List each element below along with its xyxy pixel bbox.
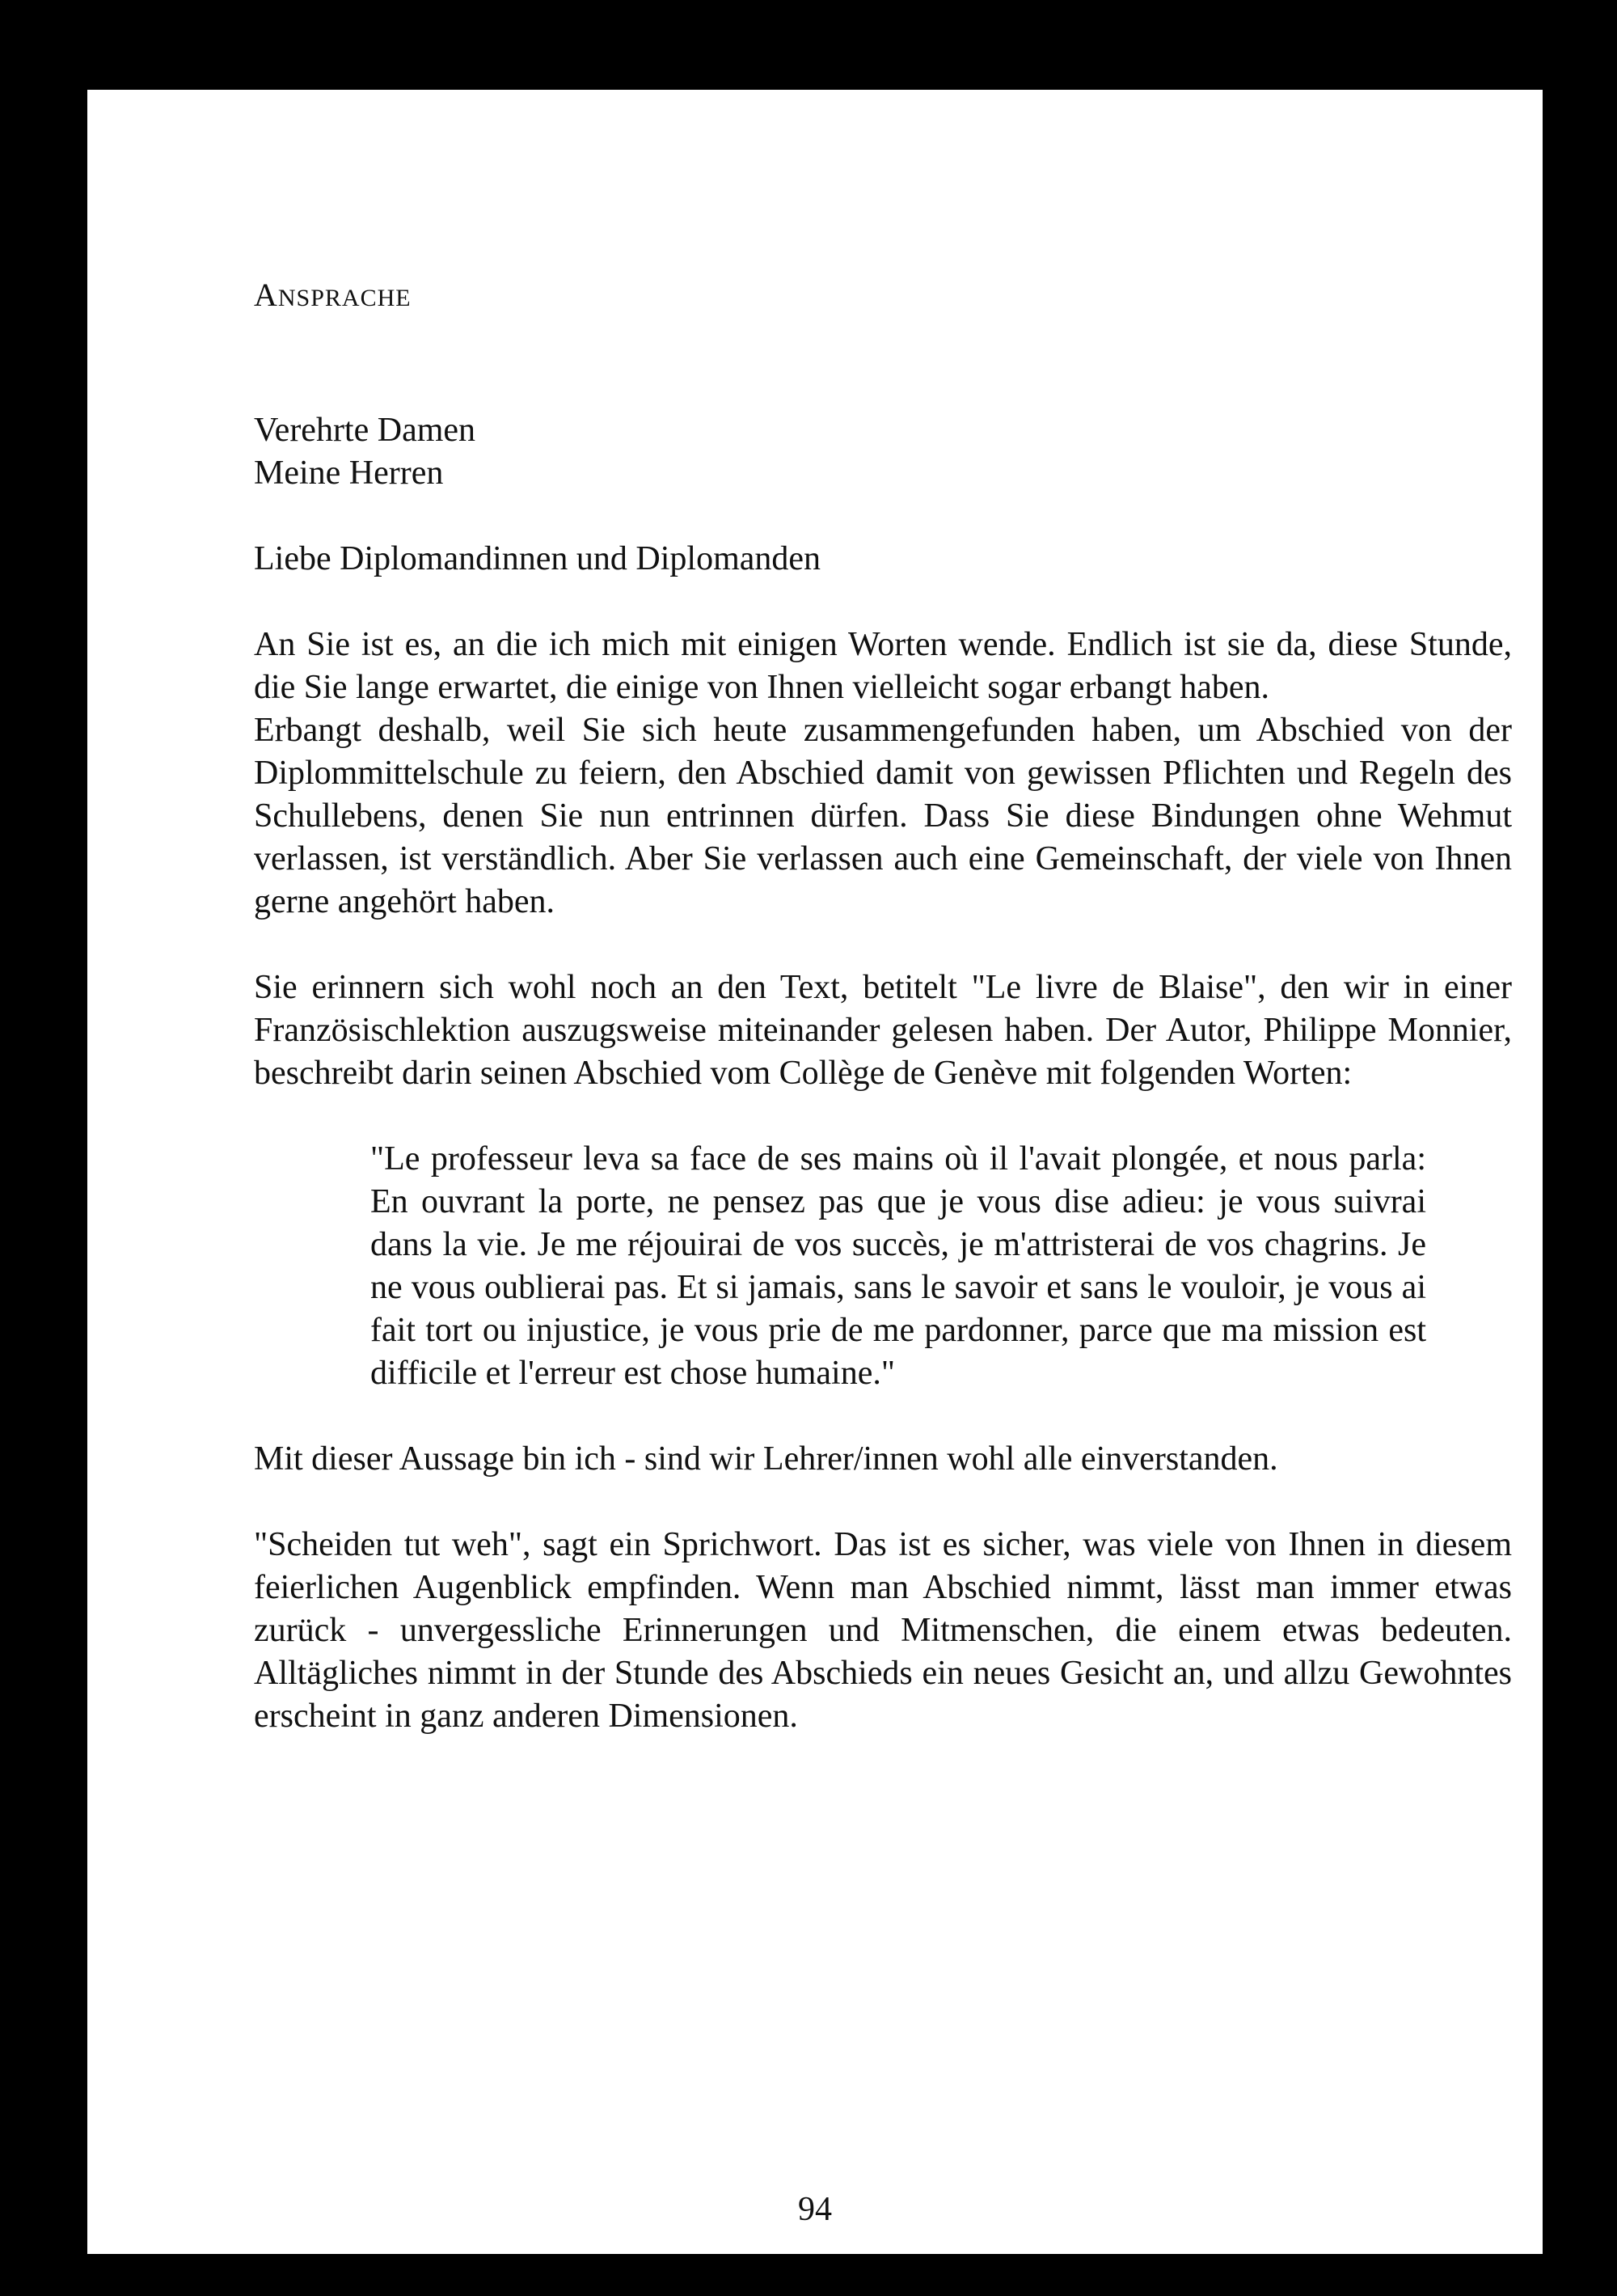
body-text (254, 409, 1512, 1738)
heading-small-caps: NSPRACHE (277, 285, 412, 311)
paragraph-2: Erbangt deshalb, weil Sie sich heute zusammengefunden haben, um Abschied von der Diplommittelschule zu feiern, den Abschied damit von gewissen Pflichten und Regeln des Schullebens, denen Sie nun entrinnen dürfen. Dass Sie diese Bindungen ohne Wehmut verlassen, ist verständlich. Aber Sie verlassen auch eine Gemeinschaft, der viele von Ihnen gerne angehört haben. (254, 712, 1512, 920)
document-page (87, 90, 1543, 2254)
section-heading (254, 279, 412, 311)
salutation-line-3: Liebe Diplomandinnen und Diplomanden (254, 540, 821, 577)
salutation-line-2: Meine Herren (254, 455, 444, 492)
page-number: 94 (798, 2191, 832, 2228)
paragraph-5: "Scheiden tut weh", sagt ein Sprichwort. Das ist es sicher, was viele von Ihnen in diesem feierlichen Augenblick empfinden. Wenn man Abschied nimmt, lässt man immer etwas zurück - unvergessliche Erinnerungen und Mitmenschen, die einem etwas bedeuten. Alltägliches nimmt in der Stunde des Abschieds ein neues Gesicht an, und allzu Gewohntes erscheint in ganz anderen Dimensionen. (254, 1526, 1512, 1735)
heading-initial: A (254, 277, 278, 313)
block-quote: "Le professeur leva sa face de ses mains où il l'avait plongée, et nous parla: En ouvrant la porte, ne pensez pas que je vous dise adieu: je vous suivrai dans la vie. Je me réjouirai de vos succès, je m'attristerai de vos chagrins. Je ne vous oublierai pas. Et si jamais, sans le savoir et sans le vouloir, je vous ai fait tort ou injustice, je vous prie de me pardonner, parce que ma mission est difficile et l'erreur est chose humaine." (370, 1140, 1426, 1392)
salutation-line-1: Verehrte Damen (254, 412, 476, 449)
paragraph-3: Sie erinnern sich wohl noch an den Text, betitelt "Le livre de Blaise", den wir in einer Französischlektion auszugsweise miteinander gelesen haben. Der Autor, Philippe Monnier, beschreibt darin seinen Abschied vom Collège de Genève mit folgenden Worten: (254, 969, 1512, 1092)
paragraph-4: Mit dieser Aussage bin ich - sind wir Lehrer/innen wohl alle einverstanden. (254, 1440, 1278, 1478)
paragraph-1: An Sie ist es, an die ich mich mit einigen Worten wende. Endlich ist sie da, diese Stunde, die Sie lange erwartet, die einige von Ihnen vielleicht sogar erbangt haben. (254, 626, 1512, 706)
